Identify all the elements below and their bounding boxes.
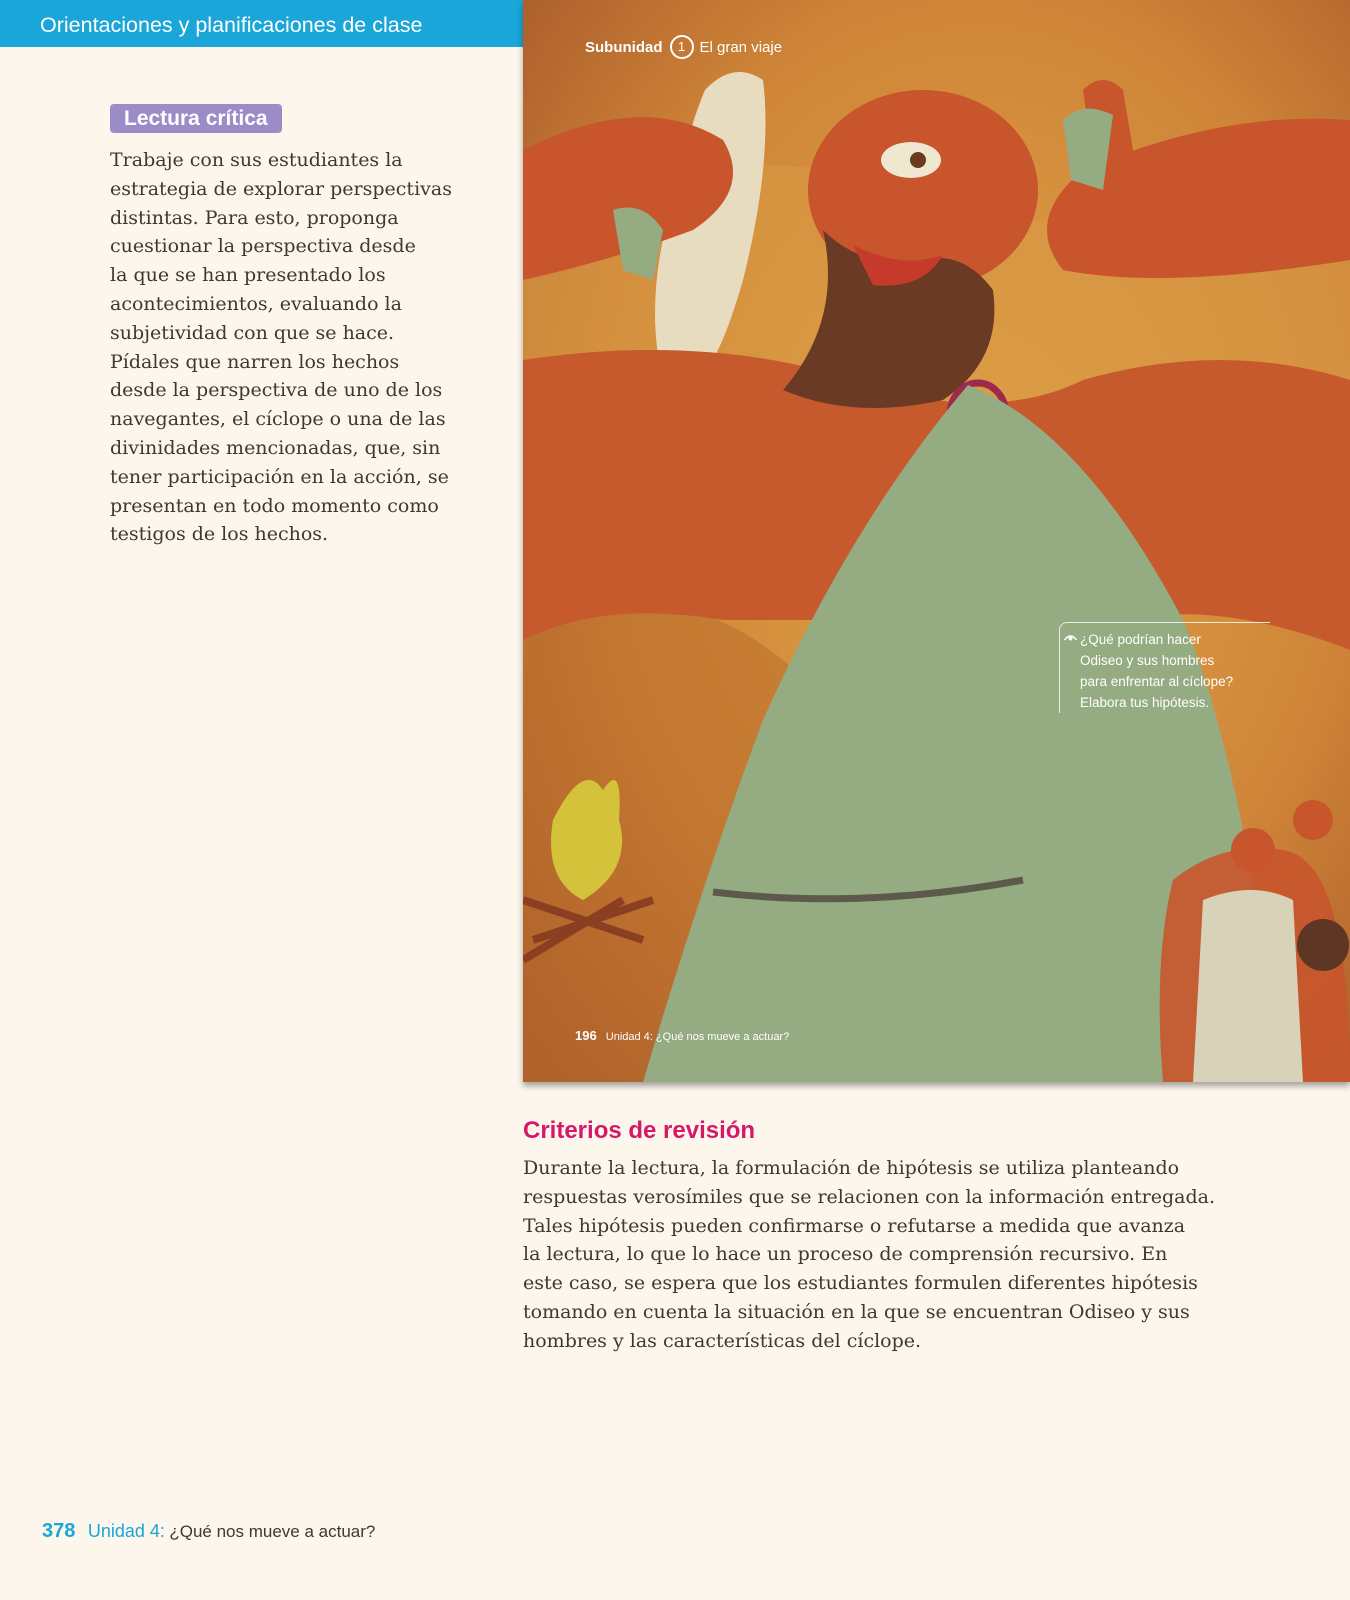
sidebar-line: testigos de los hechos. <box>110 523 329 546</box>
header-title: Orientaciones y planificaciones de clase <box>40 13 423 37</box>
section-badge-lectura-critica: Lectura crítica <box>110 104 282 133</box>
inner-page-number: 196 <box>575 1028 597 1043</box>
eye-icon <box>1064 633 1077 641</box>
criteria-line: Tales hipótesis pueden confirmarse o refutarse a medida que avanza <box>523 1214 1186 1237</box>
criteria-line: Durante la lectura, la formulación de hipótesis se utiliza planteando <box>523 1157 1180 1179</box>
sidebar-line: cuestionar la perspectiva desde <box>110 235 416 258</box>
sidebar-body-text <box>110 146 460 549</box>
page-number: 378 <box>42 1520 76 1542</box>
subunit-label: Subunidad <box>585 38 663 56</box>
criteria-line: tomando en cuenta la situación en la que se encuentran Odiseo y sus <box>523 1300 1190 1323</box>
subunit-header <box>585 35 782 59</box>
question-line: Odiseo y sus hombres <box>1080 653 1215 668</box>
subunit-number: 1 <box>670 35 694 59</box>
book-page-illustration <box>523 0 1350 1082</box>
question-line: ¿Qué podrían hacer <box>1080 632 1201 647</box>
page-footer <box>42 1520 375 1543</box>
criteria-title: Criterios de revisión <box>523 1117 756 1144</box>
inner-unit-question: ¿Qué nos mueve a actuar? <box>655 1031 790 1043</box>
criteria-line: la lectura, lo que lo hace un proceso de comprensión recursivo. En <box>523 1243 1168 1266</box>
question-line: Elabora tus hipótesis. <box>1080 695 1210 710</box>
header-bar <box>0 0 523 47</box>
sidebar-line: tener participación en la acción, se <box>110 465 449 488</box>
sidebar-line: Pídales que narren los hechos <box>110 350 400 373</box>
sidebar-line: acontecimientos, evaluando la <box>110 292 402 315</box>
sidebar-line: desde la perspectiva de uno de los <box>110 379 443 402</box>
sidebar-line: navegantes, el cíclope o una de las <box>110 408 446 431</box>
sidebar-line: subjetividad con que se hace. <box>110 321 395 344</box>
sidebar-line: divinidades mencionadas, que, sin <box>110 436 441 459</box>
criteria-line: este caso, se espera que los estudiantes formulen diferentes hipótesis <box>523 1272 1198 1295</box>
criteria-line: hombres y las características del cíclope. <box>523 1329 922 1352</box>
hypothesis-question-box <box>1059 622 1270 713</box>
sidebar-line: Trabaje con sus estudiantes la <box>110 149 403 171</box>
subunit-title: El gran viaje <box>699 38 783 56</box>
inner-unit-label: Unidad 4: <box>605 1031 653 1043</box>
sidebar-line: estrategia de explorar perspectivas <box>110 177 452 200</box>
cyclops-illustration <box>523 0 1350 1082</box>
sidebar-line: la que se han presentado los <box>110 264 386 287</box>
question-line: para enfrentar al cíclope? <box>1080 674 1234 689</box>
footer-unit-question: ¿Qué nos mueve a actuar? <box>169 1522 376 1541</box>
inner-page-footer <box>575 1028 789 1043</box>
sidebar-line: distintas. Para esto, proponga <box>110 206 399 229</box>
sidebar-line: presentan en todo momento como <box>110 494 439 517</box>
footer-unit-label: Unidad 4: <box>87 1521 165 1541</box>
criteria-body-text <box>523 1154 1263 1356</box>
criteria-line: respuestas verosímiles que se relacionen con la información entregada. <box>523 1185 1216 1208</box>
